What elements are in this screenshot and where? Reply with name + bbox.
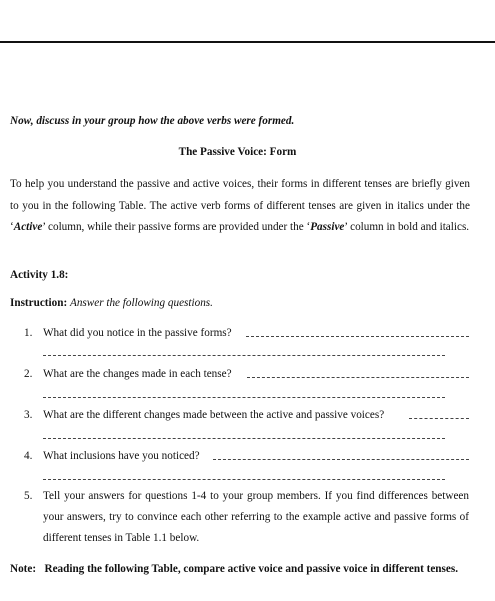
instruction-text: Answer the following questions. <box>69 297 213 309</box>
question-text: Tell your answers for questions 1-4 to your group members. If you find differences between your answers, try to convince each other referring to the example active and passive forms of different tenses in Table 1.1 below. <box>43 490 469 544</box>
answer-line[interactable] <box>43 355 445 356</box>
section-title: The Passive Voice: Form <box>178 146 297 158</box>
note <box>10 558 470 580</box>
passive-word: Passive <box>310 221 345 233</box>
top-rule <box>0 41 495 43</box>
question-number: 4. <box>24 450 33 462</box>
question-number: 3. <box>24 409 33 421</box>
question-number: 2. <box>24 368 33 380</box>
question-text: What are the different changes made between the active and passive voices? <box>43 409 385 421</box>
note-label: Note: <box>10 563 37 575</box>
active-word: Active <box>13 221 43 233</box>
answer-line[interactable] <box>246 336 469 337</box>
paragraph-part1: To help you understand the passive and active voices, their forms in different tenses are briefly given to you in the following Table. The active verb forms of different tenses are given in italics under the ‘ <box>10 178 470 233</box>
activity-heading: Activity 1.8: <box>10 269 69 281</box>
answer-line[interactable] <box>43 479 445 480</box>
note-text: Reading the following Table, compare active voice and passive voice in different tenses. <box>44 563 458 575</box>
question-number: 5. <box>24 490 33 502</box>
intro-paragraph <box>10 174 470 239</box>
answer-line[interactable] <box>43 397 445 398</box>
answer-line[interactable] <box>247 377 469 378</box>
answer-line[interactable] <box>43 438 445 439</box>
instruction-label: Instruction: <box>10 297 68 309</box>
paragraph-part3: ’ column in bold and italics. <box>344 221 470 233</box>
paragraph-part2: ’ column, while their passive forms are provided under the ‘ <box>42 221 311 233</box>
instruction-line <box>10 297 213 309</box>
question-text: What did you notice in the passive forms? <box>43 327 232 339</box>
answer-line[interactable] <box>409 418 469 419</box>
question-text: What inclusions have you noticed? <box>43 450 200 462</box>
answer-line[interactable] <box>213 459 469 460</box>
intro-instruction: Now, discuss in your group how the above verbs were formed. <box>10 115 295 127</box>
question-text: What are the changes made in each tense? <box>43 368 232 380</box>
question-number: 1. <box>24 327 33 339</box>
